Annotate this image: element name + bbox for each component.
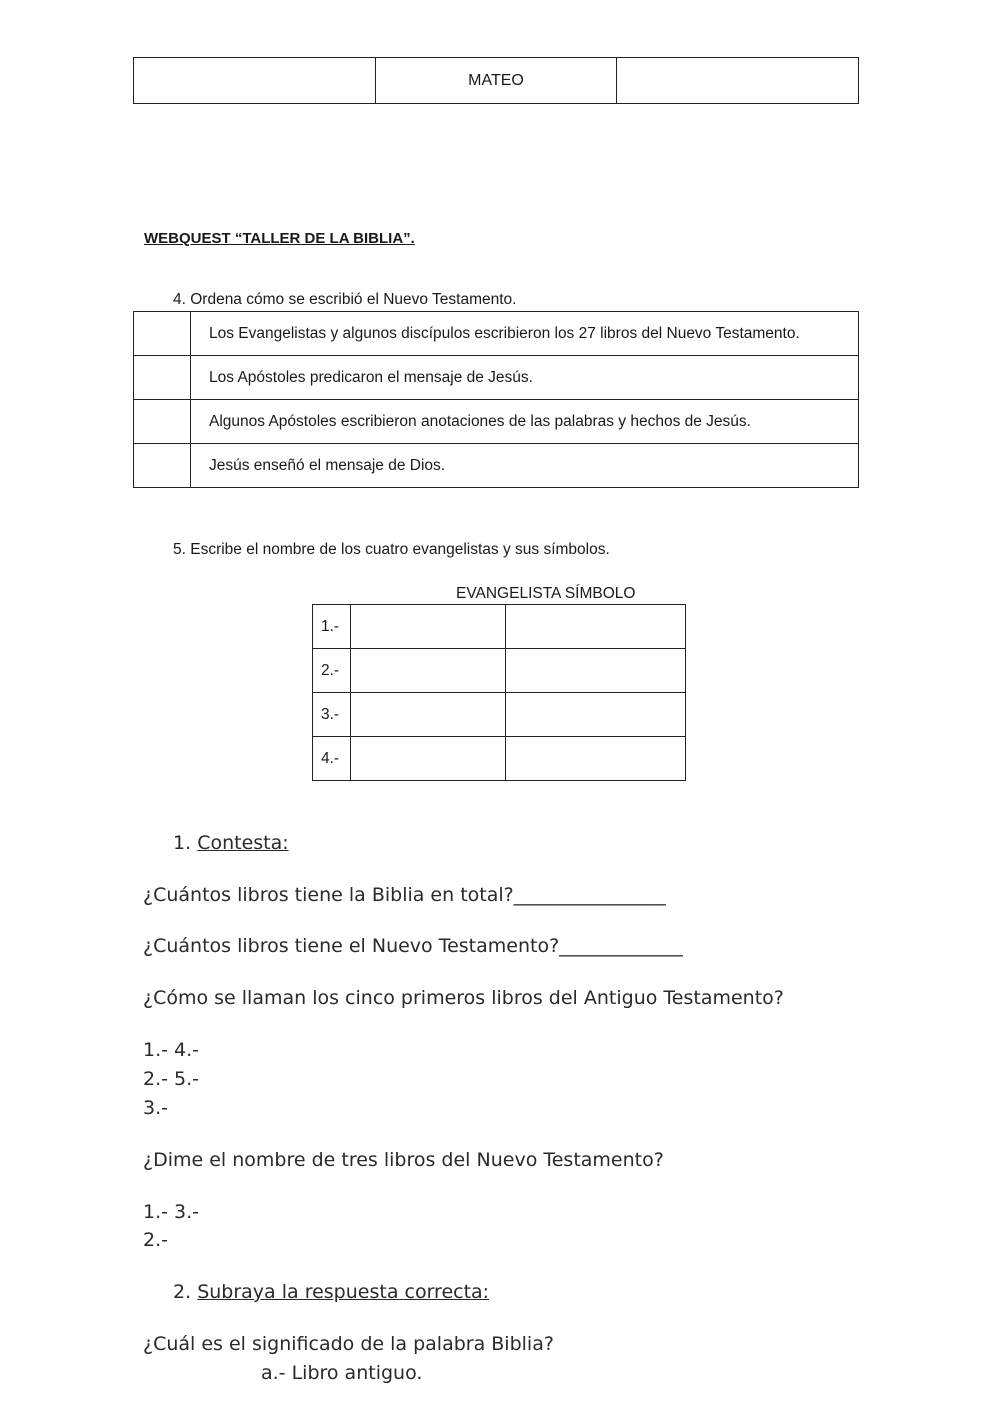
symbol-input-cell[interactable] — [506, 737, 686, 781]
question-bible-meaning: ¿Cuál es el significado de la palabra Biblia? — [143, 1333, 554, 1355]
row-number: 1.- — [313, 605, 351, 649]
order-input-cell[interactable] — [134, 312, 191, 356]
table-row — [313, 693, 686, 737]
order-text: Jesús enseñó el mensaje de Dios. — [191, 444, 859, 488]
top-table — [133, 57, 859, 104]
order-text: Los Apóstoles predicaron el mensaje de Jesús. — [191, 356, 859, 400]
table-row — [313, 605, 686, 649]
row-number: 2.- — [313, 649, 351, 693]
order-input-cell[interactable] — [134, 400, 191, 444]
option-a[interactable]: a.- Libro antiguo. — [261, 1362, 423, 1384]
evangelist-table — [312, 604, 686, 781]
evangelist-table-header: EVANGELISTA SÍMBOLO — [456, 585, 636, 602]
question-nt-books: ¿Cuántos libros tiene el Nuevo Testamento?_____________ — [143, 935, 683, 957]
order-input-cell[interactable] — [134, 356, 191, 400]
symbol-input-cell[interactable] — [506, 605, 686, 649]
evangelist-input-cell[interactable] — [351, 605, 506, 649]
table-row — [134, 312, 859, 356]
section2-number: 2. — [173, 1281, 192, 1303]
table-row — [134, 400, 859, 444]
order-input-cell[interactable] — [134, 444, 191, 488]
evangelist-input-cell[interactable] — [351, 649, 506, 693]
section1-title: Contesta: — [197, 832, 289, 854]
webquest-title: WEBQUEST “TALLER DE LA BIBLIA”. — [144, 230, 415, 247]
table-row — [134, 444, 859, 488]
row-number: 4.- — [313, 737, 351, 781]
answer-line: 1.- 3.- — [143, 1201, 200, 1223]
q5-prompt: 5. Escribe el nombre de los cuatro evangelistas y sus símbolos. — [173, 541, 610, 558]
table-row — [134, 356, 859, 400]
order-text: Algunos Apóstoles escribieron anotaciones de las palabras y hechos de Jesús. — [191, 400, 859, 444]
table-row — [313, 737, 686, 781]
section1-heading — [173, 832, 289, 854]
evangelist-input-cell[interactable] — [351, 693, 506, 737]
section2-title: Subraya la respuesta correcta: — [197, 1281, 490, 1303]
symbol-input-cell[interactable] — [506, 693, 686, 737]
section2-heading — [173, 1281, 489, 1303]
question-at-books: ¿Cómo se llaman los cinco primeros libros del Antiguo Testamento? — [143, 987, 784, 1009]
top-cell-mateo: MATEO — [375, 58, 617, 104]
evangelist-input-cell[interactable] — [351, 737, 506, 781]
top-cell-right — [617, 58, 859, 104]
symbol-input-cell[interactable] — [506, 649, 686, 693]
row-number: 3.- — [313, 693, 351, 737]
question-total-books: ¿Cuántos libros tiene la Biblia en total?________________ — [143, 884, 666, 906]
answer-line: 3.- — [143, 1097, 168, 1119]
answer-line: 2.- — [143, 1229, 168, 1251]
question-nt-names: ¿Dime el nombre de tres libros del Nuevo Testamento? — [143, 1149, 664, 1171]
section1-number: 1. — [173, 832, 192, 854]
q4-prompt: 4. Ordena cómo se escribió el Nuevo Testamento. — [173, 291, 517, 308]
answer-line: 2.- 5.- — [143, 1068, 200, 1090]
order-text: Los Evangelistas y algunos discípulos escribieron los 27 libros del Nuevo Testamento. — [191, 312, 859, 356]
top-cell-left — [134, 58, 376, 104]
order-table — [133, 311, 859, 488]
table-row — [313, 649, 686, 693]
answer-line: 1.- 4.- — [143, 1039, 200, 1061]
